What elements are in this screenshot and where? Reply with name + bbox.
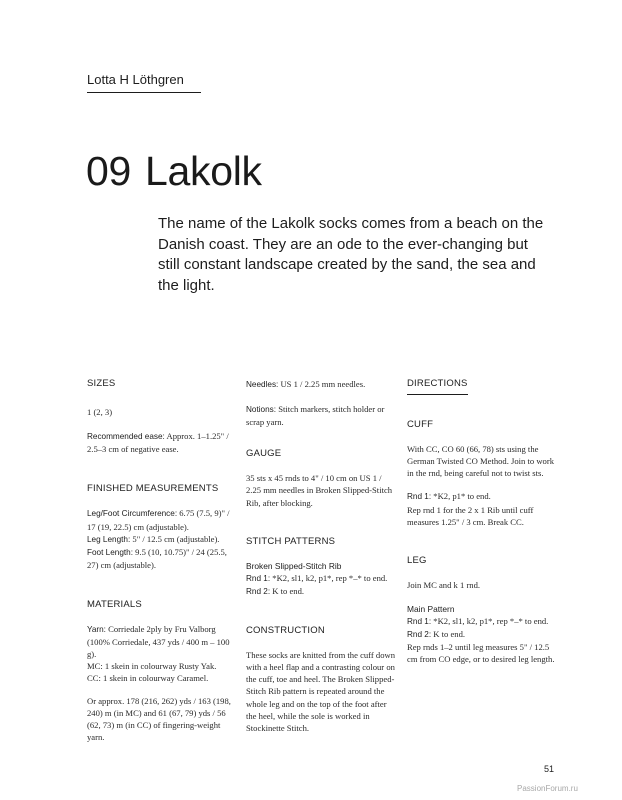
construction-heading: CONSTRUCTION [246, 625, 325, 637]
leg-foot-circumference: Leg/Foot Circumference: 6.75 (7.5, 9)" / 17 (19, 22.5) cm (adjustable). [87, 508, 230, 532]
pattern-name: Lakolk [145, 148, 262, 194]
intro-paragraph: The name of the Lakolk socks comes from a beach on the Danish coast. They are an ode to the ever-changing but still constant landscape created by the sand, the sea and the light. [158, 215, 544, 294]
leg-rnd-1: Rnd 1: *K2, sl1, k2, p1*, rep *–* to end. [407, 616, 549, 627]
leg-repeat-text: Rep rnds 1–2 until leg measures 5" / 12.5 cm from CO edge, or to desired leg length. [407, 642, 555, 665]
construction-text: These socks are knitted from the cuff down with a heel flap and a contrasting colour on the cuff, toe and heel. The Broken Slipped-Stitch Rib pattern is repeated around the whole leg and on the top of the foot after the heel, while the sole is worked in Stockinette Stitch. [246, 650, 395, 733]
watermark: PassionForum.ru [517, 784, 578, 793]
gauge-heading: GAUGE [246, 448, 282, 460]
directions-heading: DIRECTIONS [407, 378, 468, 389]
column-directions [407, 378, 557, 665]
author-underline [87, 92, 201, 93]
leg-heading: LEG [407, 554, 427, 566]
pattern-number: 09 [86, 148, 132, 194]
author-name: Lotta H Löthgren [87, 72, 184, 87]
foot-length: Foot Length: 9.5 (10, 10.75)" / 24 (25.5, 27) cm (adjustable). [87, 546, 227, 570]
notions-info: Notions: Stitch markers, stitch holder or scrap yarn. [246, 404, 385, 428]
stitch-patterns-heading: STITCH PATTERNS [246, 535, 336, 547]
cuff-rib-text: Rep rnd 1 for the 2 x 1 Rib until cuff measures 1.25" / 3 cm. Break CC. [407, 504, 534, 527]
pattern-title [86, 148, 262, 195]
yarn-info: Yarn: Corriedale 2ply by Fru Valborg (100% Corriedale, 437 yds / 400 m – 100 g). [87, 624, 230, 660]
recommended-ease: Recommended ease: Approx. 1–1.25" / 2.5–3 cm of negative ease. [87, 431, 229, 455]
stitch-rnd-2: Rnd 2: K to end. [246, 585, 305, 596]
column-specs [87, 378, 237, 743]
cuff-rnd-1: Rnd 1: *K2, p1* to end. [407, 491, 491, 502]
stitch-rnd-1: Rnd 1: *K2, sl1, k2, p1*, rep *–* to end. [246, 572, 388, 583]
needles-info: Needles: US 1 / 2.25 mm needles. [246, 379, 366, 389]
stitch-pattern-name: Broken Slipped-Stitch Rib [246, 560, 342, 571]
materials-heading: MATERIALS [87, 598, 142, 610]
leg-join-text: Join MC and k 1 rnd. [407, 579, 481, 590]
page-number: 51 [544, 764, 555, 774]
cc-skein: CC: 1 skein in colourway Caramel. [87, 673, 209, 684]
main-pattern-heading: Main Pattern [407, 603, 455, 614]
leg-rnd-2: Rnd 2: K to end. [407, 629, 466, 640]
mc-skein: MC: 1 skein in colourway Rusty Yak. [87, 661, 217, 672]
cuff-heading: CUFF [407, 419, 434, 431]
gauge-text: 35 sts x 45 rnds to 4" / 10 cm on US 1 / 2.25 mm needles in Broken Slipped-Stitch Rib, after blocking. [246, 473, 393, 508]
column-gauge-construction [246, 378, 396, 734]
yarn-alternative: Or approx. 178 (216, 262) yds / 163 (198, 240) m (in MC) and 61 (67, 79) yds / 56 (62, 73) m (in CC) of fingering-weight yarn. [87, 695, 231, 742]
finished-measurements-heading: FINISHED MEASUREMENTS [87, 483, 219, 495]
leg-length: Leg Length: 5" / 12.5 cm (adjustable). [87, 533, 220, 544]
sizes-heading: SIZES [87, 378, 116, 389]
sizes-value: 1 (2, 3) [87, 407, 113, 418]
cuff-text: With CC, CO 60 (66, 78) sts using the German Twisted CO Method. Join to work in the rnd, being careful not to twist sts. [407, 444, 554, 479]
